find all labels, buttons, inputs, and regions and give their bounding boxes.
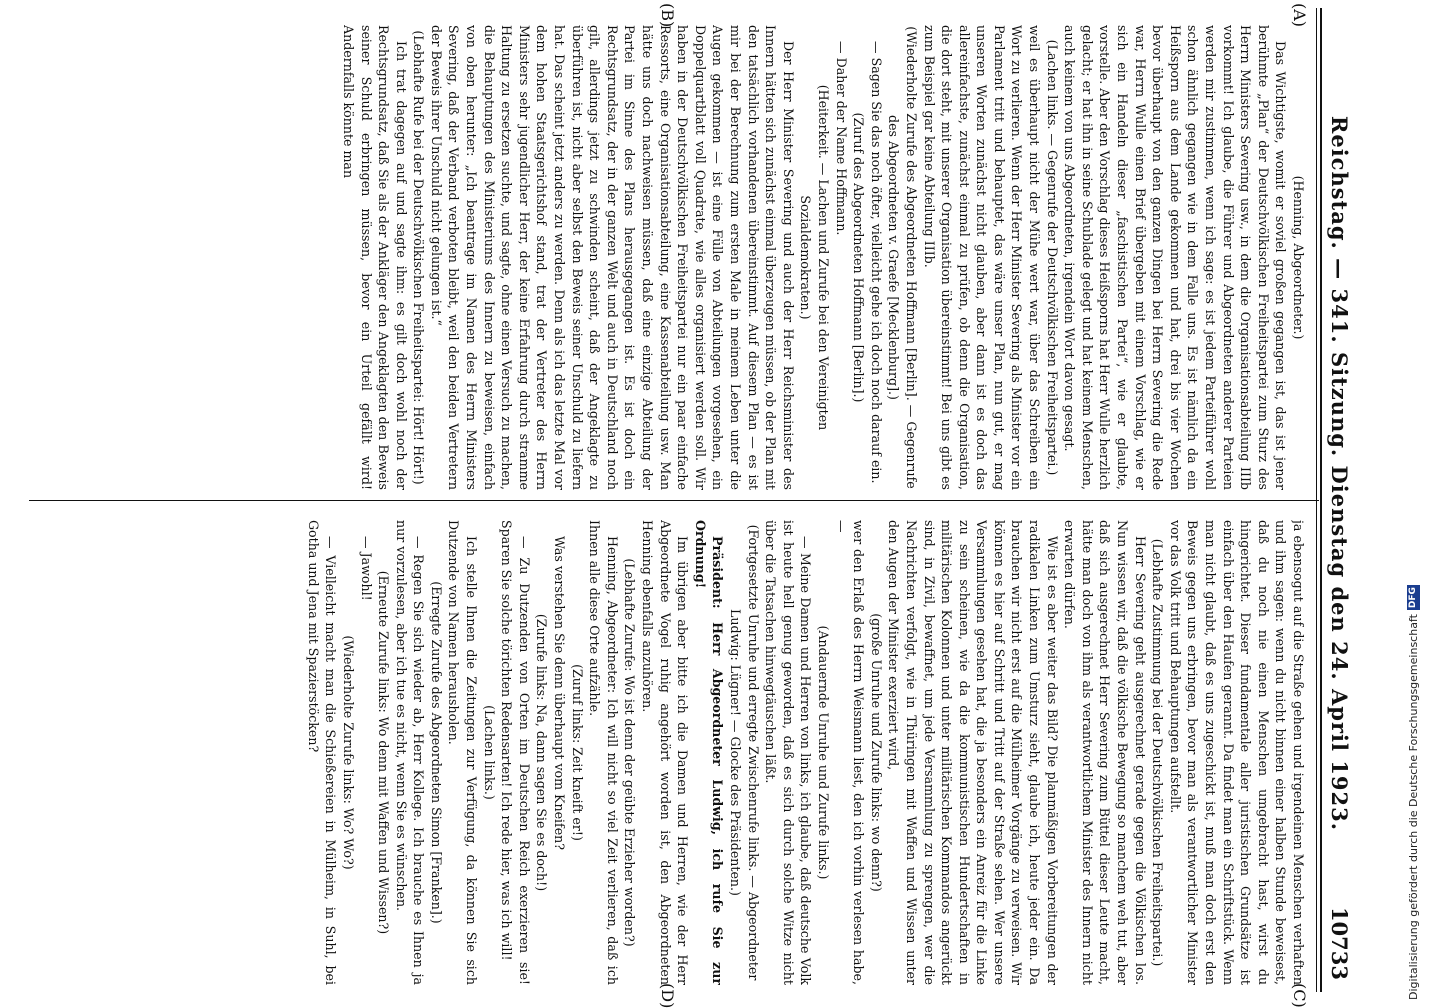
paragraph: weil es überhaupt nicht der Mühe wert war, über das Schreiben ein Wort zu verlieren. Wenn der Herr Minister Severing als Minister vor ein Parlament tritt und behauptet, das wäre unser Plan, nun gut, er mag unseren Worten zunächst nicht glauben, aber dann ist es doch das allereinfachste, zunächst einmal zu prüfen, ob denn die Organisation, die dort steht, mit unserer Organisation übereinstimmt! Bei uns gibt es zum Beispiel gar keine Abteilung IIIb.	[921, 25, 1043, 490]
interjection: (Erregte Zurufe des Abgeordneten Simon [Franken].)	[428, 581, 444, 924]
dfg-logo-icon: DFG	[1407, 587, 1418, 609]
paragraph: Was verstehen Sie denn überhaupt vom Kneifen?	[552, 536, 568, 851]
margin-marker-a: (A)	[1290, 3, 1309, 28]
page-number: 10733	[1327, 906, 1352, 980]
paragraph: — Meine Damen und Herren von links, ich glaube, daß deutsche Volk ist heute hell genug geworden, daß es sich durch solche Witze nicht über die Tatsachen hinwegtäuschen läßt.	[763, 520, 814, 985]
interjection: (Lebhafte Zustimmung bei der Deutschvölkischen Freiheitspartei.)	[1150, 538, 1166, 967]
paragraph: Herr Severing geht ausgerechnet gerade gegen die Völkischen los. Nun wissen wir, daß die völkische Bewegung so manchem weh tut, aber daß sich ausgerechnet Herr Severing zum Büttel dieser Leute macht, hätte man doch von ihm als verantwortlichem Minister des Innern nicht erwarten dürfen.	[1062, 520, 1148, 985]
interjection: (Fortgesetzte Unruhe und erregte Zwischenrufe links. — Abgeordneter Ludwig: Lügner! — Glocke des Präsidenten.)	[728, 524, 761, 981]
paragraph: — Daher der Name Hoffmann.	[833, 41, 849, 236]
left-column	[35, 25, 1307, 490]
interjection: (Erneute Zurufe links: Wo denn mit Waffen und Wissen?)	[376, 570, 392, 935]
paragraph: — Vielleicht macht man die Schießereien in Mülheim, in Suhl, bei Gotha und Jena mit Spazierstöcken?	[305, 520, 339, 985]
paragraph: Ich stelle Ihnen die Zeitungen zur Verfügung, da können Sie sich Dutzende von Namen herausholen.	[446, 520, 480, 985]
page-header	[1327, 40, 1367, 980]
margin-marker-c: (C)	[1290, 983, 1309, 1008]
interjection: (Lebhafte Rufe bei der Deutschvölkischen Freiheitspartei: Hört! Hört!)	[411, 30, 427, 485]
paragraph: Das Wichtigste, womit er soviel großen gegangen ist, das ist jener berühmte „Plan“ der Deutschvölkischen Freiheitspartei zum Sturz des Herrn Ministers Severing usw., in dem die Organisationsabteilung IIIb vorkommt! Ich glaube, die Führer und Abgeordneten anderer Parteien werden mir zustimmen, wenn ich sage: es ist jedem Parteiführer wohl schon ähnlich gegangen wie in dem Falle uns. Es ist nämlich da ein Heißsporn aus dem Lande gekommen und hat, drei bis vier Wochen bevor überhaupt von den ganzen Dingen bei Herrn Severing die Rede war, Herrn Wulle einen Brief übergeben mit einem Vorschlag, wie er sich ein Handeln dieser „faschistischen Partei“, wie er glaubte, vorstelle. Aber den Vorschlag dieses Heißsporns hat Herr Wulle herzlich gelacht; er hat ihn in seine Schublade gelegt und hat keinem Menschen, auch keinem von uns Abgeordneten, irgendein Wort davon gesagt.	[1062, 25, 1289, 490]
right-column	[35, 520, 1307, 985]
speaker-statement: Henning, Abgeordneter: Ich will nicht so viel Zeit verlieren, daß ich Ihnen alle diese Orte aufzähle.	[587, 520, 620, 985]
paragraph: — Sagen Sie das noch öfter, vielleicht gehe ich doch noch darauf ein.	[868, 41, 884, 484]
interjection: (Wiederholte Zurufe links: Wo? Wo?)	[340, 635, 356, 870]
interjection: (Lachen links. — Gegenrufe der Deutschvölkischen Freiheitspartei.)	[1044, 39, 1060, 476]
interjection: (Zurufe links: Na, dann sagen Sie es doch!)	[534, 613, 550, 892]
paragraph: Wie ist es aber weiter das Bild? Die planmäßigen Vorbereitungen der radikalen Linken zum Umsturz sieht, glaube ich, heute jeder ein. Da brauchen wir nicht erst auf die Mülheimer Vorgänge zu verweisen. Wir können es hier auf Schritt und Tritt auf der Straße sehen. Wer unsere Versammlungen gesehen hat, die ja besonders ein Anreiz für die Linke zu sein scheinen, wie da die kommunistischen Hundertschaften in militärischen Kolonnen und unter militärischen Kommandos angerückt sind, in Zivil, bewaffnet, um jede Versammlung zu sprengen, wer die Nachrichten verfolgt, wie in Thüringen mit Waffen und Wissen unter den Augen der Minister exerziert wird,	[886, 520, 1060, 985]
interjection: (große Unruhe und Zurufe links: wo denn?)	[868, 613, 884, 892]
column-divider	[29, 500, 1319, 501]
paragraph: — Jawohl!	[358, 536, 374, 601]
speaker-heading: (Henning, Abgeordneter.)	[1291, 175, 1306, 340]
paragraph: Ich trat dagegen auf und sagte ihm: es gilt doch wohl noch der Rechtsgrundsatz, daß Sie als der Ankläger den Angeklagten den Beweis seiner Schuld erbringen müssen, bevor ein Urteil gefällt wird! Andernfalls könnte man	[340, 25, 409, 490]
footer-text: Digitalisierung gefördert durch die Deutsche Forschungsgemeinschaft	[1406, 614, 1420, 1000]
interjection: (Wiederholte Zurufe des Abgeordneten Hoffmann [Berlin]. — Gegenrufe des Abgeordneten v. Graefe [Mecklenburg].)	[886, 26, 919, 489]
interjection: (Zuruf des Abgeordneten Hoffmann [Berlin].)	[851, 112, 867, 403]
paragraph: Im übrigen aber bitte ich die Damen und Herren, wie der Herr Abgeordnete Vogel ruhig angehört worden ist, den Abgeordneten Henning ebenfalls anzuhören.	[640, 520, 691, 985]
president-statement: Präsident: Herr Abgeordneter Ludwig, ich rufe Sie zur Ordnung!	[692, 520, 726, 985]
interjection: (Zuruf links: Zeit kneift er!)	[569, 664, 585, 841]
paragraph: Der Herr Minister Severing und auch der Herr Reichsminister des Innern hätten sich zunächst einmal überzeugen müssen, ob der Plan mit den tatsächlich vorhandenen übereinstimmt. Auf diesem Plan — es ist mir bei der Berechnung zum ersten Male in meinem Leben unter die Augen gekommen — ist eine Fülle von Abteilungen vorgesehen, ein Doppelquartblatt voll Quadrate, wie alles organisiert werden soll. Wir haben in der Deutschvölkischen Freiheitspartei nur ein paar einfache Ressorts, eine Organisationsabteilung, eine Kassenabteilung usw. Man hätte uns doch nachweisen müssen, daß eine einzige Abteilung der Partei im Sinne des Plans herausgegangen ist. Es ist doch ein Rechtsgrundsatz, der in der ganzen Welt und auch in Deutschland noch gilt, allerdings jetzt zu schwinden scheint, daß der Angeklagte zu überführen ist, nicht aber selbst den Beweis seiner Unschuld zu liefern hat. Das scheint jetzt anders zu werden. Denn als ich das letzte Mal vor dem hohen Staatsgerichtshof stand, trat der Vertreter des Herrn Ministers sehr jugendlicher Herr, der keine Erfahrung durch stramme Haltung zu ersetzen suchte, und sagte, ohne einen Versuch zu machen, die Behauptungen des Ministeriums des Innern zu beweisen, einfach von oben herunter: „Ich beantrage im Namen des Herrn Ministers Severing, daß der Verband verboten bleibt, weil den beiden Vertretern der Beweis ihrer Unschuld nicht gelungen ist.“	[428, 25, 796, 490]
header-rule	[1320, 8, 1322, 992]
newspaper-page	[23, 0, 1377, 1008]
interjection: (Lachen links.)	[481, 705, 497, 800]
interjection: (Lebhafte Zurufe: Wo ist denn der geübte Erzieher worden?)	[622, 558, 638, 947]
interjection: (Andauernde Unruhe und Zurufe links.)	[815, 625, 831, 880]
paragraph: — Zu Dutzenden von Orten im Deutschen Reich exerzieren sie! Sparen Sie solche törichten Redensarten! Ich rede hier, was ich will!	[499, 520, 532, 985]
header-title: Reichstag. — 341. Sitzung. Dienstag den 24. April 1923.	[1327, 115, 1352, 832]
interjection: (Heiterkeit. — Lachen und Zurufe bei den Vereinigten Sozialdemokraten.)	[798, 84, 831, 431]
margin-marker-b: (B)	[658, 3, 677, 28]
paragraph: ja ebensogut auf die Straße gehen und irgendeinen Menschen verhaften und ihm sagen: wenn du nicht binnen einer halben Stunde beweisest, daß du noch nie einen Menschen umgebracht hast, wirst du hingerichtet. Dieser fundamentale aller juristischen Grundsätze ist einfach über den Haufen gerannt. Da findet man ein Schriftstück. Wenn man nicht glaubt, daß es uns zugeschickt ist, muß man doch erst den Beweis gegen uns erbringen, bevor man als verantwortlicher Minister vor das Volk tritt und Behauptungen aufstellt.	[1167, 520, 1306, 985]
margin-marker-d: (D)	[658, 983, 677, 1008]
digitization-footer	[1403, 10, 1423, 1000]
paragraph: wer den Erlaß des Herrn Weismann liest, den ich vorhin verlesen habe, —	[833, 520, 867, 985]
paragraph: — Regen Sie sich wieder ab, Herr Kollege. Ich brauche es Ihnen ja nur vorzulesen, aber ich tue es nicht, wenn Sie es wünschen.	[393, 520, 427, 985]
